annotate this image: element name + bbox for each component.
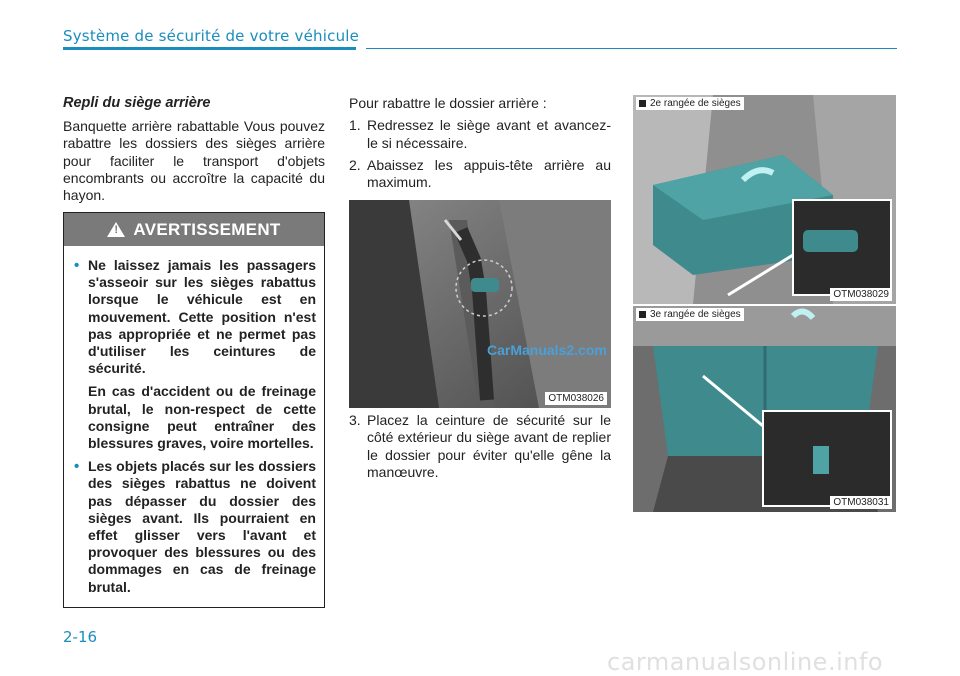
warning-title: AVERTISSEMENT [133, 219, 281, 239]
warning-header [64, 213, 324, 246]
figure-code: OTM038029 [830, 288, 892, 301]
procedure-intro: Pour rabattre le dossier arrière : [349, 95, 547, 111]
middle-column [349, 95, 611, 196]
warning-body [74, 257, 316, 602]
watermark: CarManuals2.com [487, 342, 607, 358]
figure-code: OTM038031 [830, 496, 892, 509]
warning-item [74, 257, 316, 377]
procedure-step: 2. Abaissez les appuis-tête arrière au maximum. [349, 156, 611, 191]
warning-icon: ! [107, 222, 125, 237]
warning-item-text: Ne laissez jamais les passagers s'asseoir sur les sièges rabattus lorsque le véhicule est en mouvement. Cette position n'est pas appropriée et ne permet pas d'utiliser les ceintures de sécurité. [88, 257, 316, 377]
figure-code: OTM038026 [545, 392, 607, 405]
figure-third-row [633, 306, 896, 512]
middle-column-lower [349, 412, 611, 486]
figure-seatbelt-photo [349, 200, 611, 408]
figure-tag: 3e rangée de sièges [636, 308, 744, 321]
figure-second-row [633, 95, 896, 304]
third-row-seat-illustration [633, 306, 896, 512]
second-row-seat-illustration [633, 95, 896, 304]
square-bullet-icon [639, 100, 646, 107]
seatbelt-illustration [349, 200, 611, 408]
procedure-step: 3. Placez la ceinture de sécurité sur le côté extérieur du siège avant de replier le dossier pour éviter qu'elle gêne la manœuvre. [349, 412, 611, 480]
site-watermark: carmanualsonline.info [607, 648, 884, 676]
page-number: 2-16 [63, 628, 98, 646]
warning-box [63, 212, 325, 608]
intro-paragraph: Banquette arrière rabattable Vous pouvez rabattre les dossiers des sièges arrière pour faciliter le transport d'objets encombrants ou accroître la capacité du hayon. [63, 118, 325, 204]
warning-item-sub: En cas d'accident ou de freinage brutal, le non-respect de cette consigne peut entraîner des blessures graves, voire mortelles. [88, 383, 316, 452]
bullet-icon: • [74, 458, 80, 476]
header-rule [63, 47, 356, 50]
warning-item [74, 458, 316, 596]
square-bullet-icon [639, 311, 646, 318]
bullet-icon: • [74, 257, 80, 274]
left-column [63, 95, 325, 204]
section-header-title: Système de sécurité de votre véhicule [63, 27, 360, 45]
warning-item-text: Les objets placés sur les dossiers des sièges rabattus ne doivent pas dépasser du dossier des sièges avant. Ils pourraient en effet glisser vers l'avant et provoquer des blessures ou des dommages en cas de freinage brutal. [88, 458, 316, 595]
procedure-step: 1. Redressez le siège avant et avancez-le si nécessaire. [349, 117, 611, 151]
figure-tag: 2e rangée de sièges [636, 97, 744, 110]
section-heading: Repli du siège arrière [63, 95, 211, 111]
header-rule-thin [366, 48, 897, 49]
